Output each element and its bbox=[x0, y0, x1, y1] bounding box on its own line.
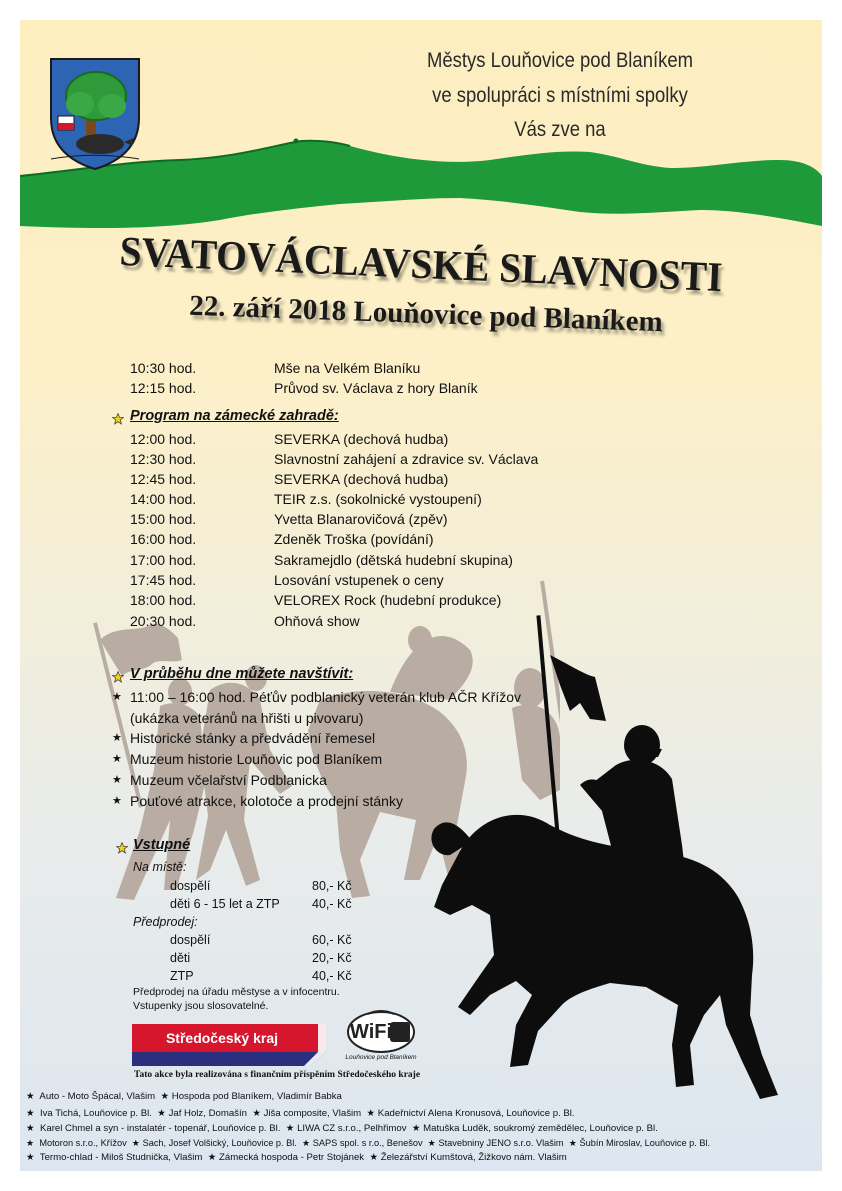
sponsor-star-icon: ★ bbox=[411, 1123, 421, 1134]
garden-time: 16:00 hod. bbox=[130, 531, 197, 547]
star-bullet-icon bbox=[116, 842, 128, 854]
sponsor-star-icon: ★ bbox=[157, 1108, 166, 1119]
fee-price: 40,- Kč bbox=[312, 969, 352, 983]
garden-time: 12:45 hod. bbox=[130, 471, 197, 487]
sponsor-star-icon: ★ bbox=[26, 1152, 35, 1163]
sponsor: Jiša composite, Vlašim bbox=[263, 1108, 362, 1119]
visit-item: 11:00 – 16:00 hod. Péťův podblanický veterán klub AČR Křížov bbox=[130, 689, 522, 705]
sponsor-line bbox=[26, 1123, 658, 1135]
support-note: Tato akce byla realizována s finančním příspěním Středočeského kraje bbox=[134, 1070, 421, 1080]
sponsor: Stavebniny JENO s.r.o. Vlašim bbox=[438, 1138, 564, 1148]
fee-category: dospělí bbox=[170, 933, 211, 947]
organizer-line-1: Městys Louňovice pod Blaníkem bbox=[426, 49, 694, 72]
garden-time: 20:30 hod. bbox=[130, 613, 197, 629]
garden-time: 17:00 hod. bbox=[130, 552, 197, 568]
ticket-note: Vstupenky jsou slosovatelné. bbox=[133, 1000, 269, 1012]
sponsor: Iva Tichá, Louňovice p. Bl. bbox=[39, 1108, 152, 1119]
wifi-caption: Louňovice pod Blaníkem bbox=[345, 1054, 417, 1061]
sponsor: Šubín Miroslav, Louňovice p. Bl. bbox=[579, 1138, 711, 1148]
sponsor-star-icon: ★ bbox=[285, 1123, 295, 1134]
garden-time: 15:00 hod. bbox=[130, 511, 197, 527]
star-bullet-icon: ★ bbox=[112, 753, 122, 765]
fee-category: děti 6 - 15 let a ZTP bbox=[170, 897, 280, 911]
sponsor-line bbox=[26, 1091, 342, 1103]
sponsor-star-icon: ★ bbox=[131, 1138, 141, 1148]
garden-desc: SEVERKA (dechová hudba) bbox=[274, 431, 449, 447]
visit-item: (ukázka veteránů na hřišti u pivovaru) bbox=[130, 710, 364, 726]
morning-desc: Mše na Velkém Blaníku bbox=[274, 360, 421, 376]
fee-category: ZTP bbox=[170, 969, 194, 983]
garden-desc: Zdeněk Troška (povídání) bbox=[274, 531, 434, 547]
morning-desc: Průvod sv. Václava z hory Blaník bbox=[274, 380, 478, 396]
sponsor-star-icon: ★ bbox=[366, 1108, 376, 1119]
sponsor-star-icon: ★ bbox=[26, 1138, 35, 1148]
event-title: SVATOVÁCLAVSKÉ SLAVNOSTI bbox=[118, 228, 724, 302]
coat-of-arms-icon bbox=[48, 56, 142, 172]
sponsor-star-icon: ★ bbox=[568, 1138, 577, 1148]
sponsor-star-icon: ★ bbox=[301, 1138, 311, 1148]
poster bbox=[20, 20, 822, 1171]
sponsor-line bbox=[26, 1152, 567, 1164]
sponsor-star-icon: ★ bbox=[26, 1091, 35, 1102]
sponsor: Auto - Moto Špácal, Vlašim bbox=[39, 1091, 156, 1102]
sponsor: Matuška Luděk, soukromý zemědělec, Louňovice p. Bl. bbox=[423, 1123, 658, 1134]
sponsor-star-icon: ★ bbox=[26, 1108, 35, 1119]
sponsor: SAPS spol. s r.o., Benešov bbox=[312, 1138, 423, 1148]
onsite-label: Na místě: bbox=[133, 860, 187, 874]
visit-item: Muzeum historie Louňovic pod Blaníkem bbox=[130, 751, 383, 767]
presale-note: Předprodej na úřadu městyse a v infocentru. bbox=[133, 986, 340, 998]
sponsor-star-icon: ★ bbox=[369, 1152, 379, 1163]
garden-desc: Yvetta Blanarovičová (zpěv) bbox=[274, 511, 448, 527]
garden-desc: Slavnostní zahájení a zdravice sv. Václava bbox=[274, 451, 539, 467]
hill-peak-marker bbox=[294, 139, 299, 144]
visit-item: Pouťové atrakce, kolotoče a prodejní stánky bbox=[130, 793, 403, 809]
region-name: Středočeský kraj bbox=[165, 1030, 279, 1046]
garden-time: 14:00 hod. bbox=[130, 491, 197, 507]
wifi-logo bbox=[342, 1008, 420, 1070]
fee-category: dospělí bbox=[170, 879, 211, 893]
garden-desc: Losování vstupenek o ceny bbox=[274, 572, 444, 588]
morning-time: 10:30 hod. bbox=[130, 360, 197, 376]
sponsor: Karel Chmel a syn - instalatér - topenář, Louňovice p. Bl. bbox=[39, 1123, 281, 1134]
region-logo bbox=[132, 1024, 326, 1066]
sponsor: Hospoda pod Blaníkem, Vladimír Babka bbox=[171, 1091, 342, 1102]
event-subtitle: 22. září 2018 Louňovice pod Blaníkem bbox=[188, 289, 664, 339]
fee-price: 20,- Kč bbox=[312, 951, 352, 965]
sponsor: LIWA CZ s.r.o., Pelhřimov bbox=[297, 1123, 407, 1134]
fee-price: 60,- Kč bbox=[312, 933, 352, 947]
visit-item: Historické stánky a předvádění řemesel bbox=[130, 730, 376, 746]
garden-heading: Program na zámecké zahradě: bbox=[130, 408, 339, 424]
visit-heading: V průběhu dne můžete navštívit: bbox=[130, 666, 354, 682]
morning-time: 12:15 hod. bbox=[130, 380, 197, 396]
fee-price: 80,- Kč bbox=[312, 879, 352, 893]
sponsor-star-icon: ★ bbox=[207, 1152, 217, 1163]
garden-desc: Sakramejdlo (dětská hudební skupina) bbox=[274, 552, 513, 568]
sponsor: Termo-chlad - Miloš Studnička, Vlašim bbox=[39, 1152, 203, 1163]
garden-time: 18:00 hod. bbox=[130, 592, 197, 608]
garden-desc: TEIR z.s. (sokolnické vystoupení) bbox=[274, 491, 482, 507]
fee-price: 40,- Kč bbox=[312, 897, 352, 911]
sponsor: Železářství Kumštová, Žižkovo nám. Vlašim bbox=[380, 1152, 567, 1163]
garden-time: 12:30 hod. bbox=[130, 451, 197, 467]
sponsor: Zámecká hospoda - Petr Stojánek bbox=[219, 1152, 365, 1163]
sponsor-star-icon: ★ bbox=[160, 1091, 170, 1102]
star-bullet-icon: ★ bbox=[112, 691, 122, 703]
sponsor-star-icon: ★ bbox=[427, 1138, 436, 1148]
visit-item: Muzeum včelařství Podblanicka bbox=[130, 772, 327, 788]
garden-desc: SEVERKA (dechová hudba) bbox=[274, 471, 449, 487]
garden-desc: VELOREX Rock (hudební produkce) bbox=[274, 592, 502, 608]
star-bullet-icon bbox=[112, 413, 124, 425]
wifi-label: WiFi bbox=[350, 1021, 393, 1043]
garden-time: 12:00 hod. bbox=[130, 431, 197, 447]
garden-time: 17:45 hod. bbox=[130, 572, 197, 588]
star-bullet-icon: ★ bbox=[112, 732, 122, 744]
presale-label: Předprodej: bbox=[133, 915, 198, 929]
sponsor: Jaf Holz, Domašín bbox=[168, 1108, 247, 1119]
sponsor: Sach, Josef Volšický, Louňovice p. Bl. bbox=[142, 1138, 297, 1148]
sponsor-line bbox=[26, 1137, 710, 1149]
fee-category: děti bbox=[170, 951, 191, 965]
sponsor: Motoron s.r.o., Křížov bbox=[39, 1138, 127, 1148]
sponsor-line bbox=[26, 1108, 575, 1120]
sponsor: Kadeřnictví Alena Kronusová, Louňovice p. Bl. bbox=[377, 1108, 575, 1119]
organizer-line-2: ve spolupráci s místními spolky bbox=[432, 84, 688, 107]
admission-heading: Vstupné bbox=[133, 837, 191, 853]
invite-line: Vás zve na bbox=[514, 118, 606, 141]
star-bullet-icon: ★ bbox=[112, 795, 122, 807]
sponsor-star-icon: ★ bbox=[26, 1123, 35, 1134]
garden-desc: Ohňová show bbox=[274, 613, 360, 629]
star-bullet-icon bbox=[112, 671, 124, 683]
sponsor-star-icon: ★ bbox=[252, 1108, 261, 1119]
star-bullet-icon: ★ bbox=[112, 774, 122, 786]
